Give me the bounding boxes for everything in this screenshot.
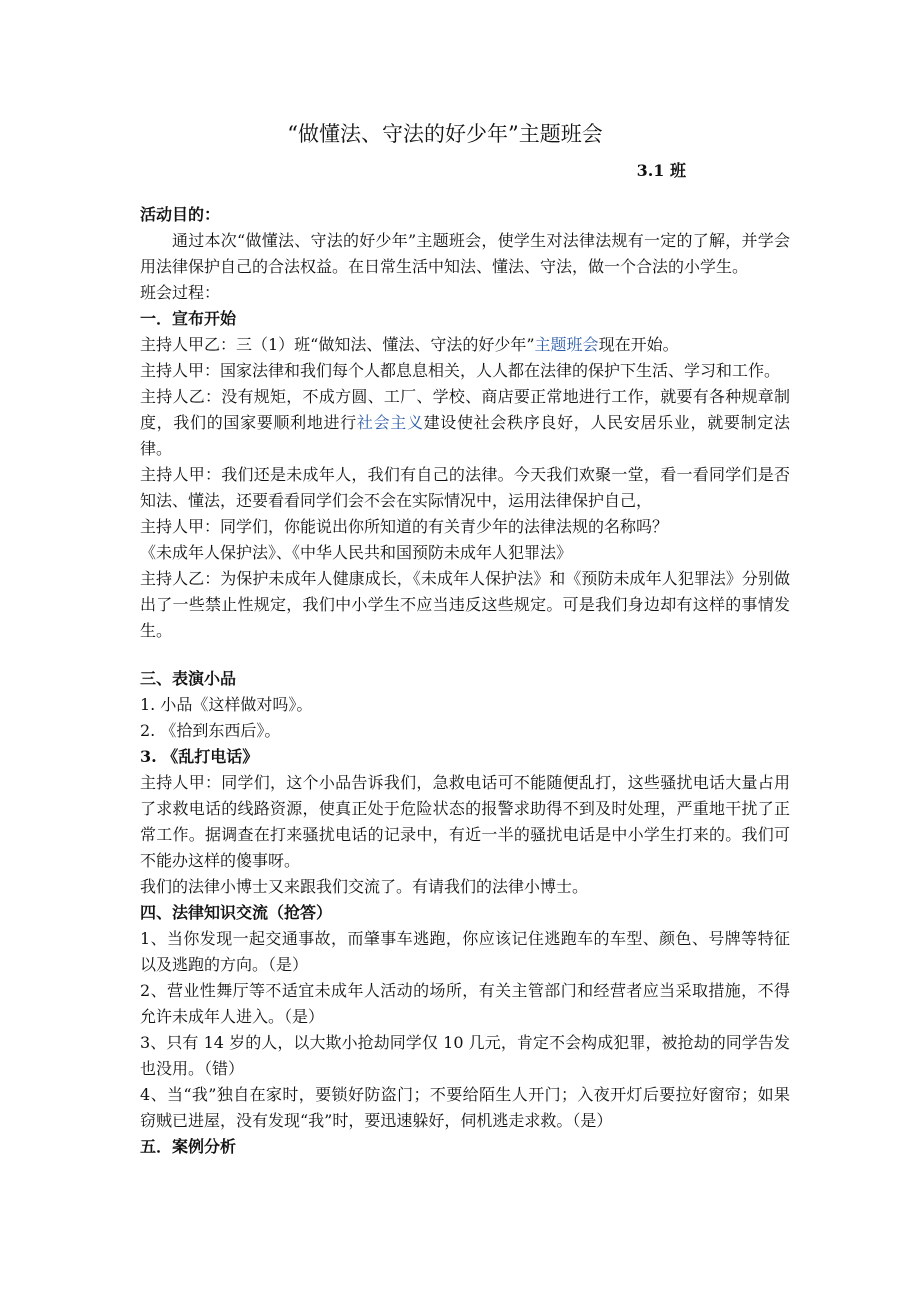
purpose-text: 通过本次“做懂法、守法的好少年”主题班会，使学生对法律法规有一定的了解，并学会用法律保护自己的合法权益。在日常生活中知法、懂法、守法，做一个合法的小学生。: [140, 231, 790, 276]
section3-paragraph-1: 主持人甲：同学们，这个小品告诉我们，急救电话可不能随便乱打，这些骚扰电话大量占用了求救电话的线路资源，使真正处于危险状态的报警求助得不到及时处理，严重地干扰了正常工作。据调查在打来骚扰电话的记录中，有近一半的骚扰电话是中小学生打来的。我们可不能办这样的傻事呀。: [140, 773, 790, 870]
section1-paragraph-2: 主持人甲：国家法律和我们每个人都息息相关，人人都在法律的保护下生活、学习和工作。: [140, 361, 781, 380]
document-page: [140, 118, 790, 1160]
section1-heading: 一．宣布开始: [140, 309, 237, 328]
section1-paragraph-5: 主持人甲：同学们，你能说出你所知道的有关青少年的法律法规的名称吗？: [140, 517, 669, 536]
section1-paragraph-4: 主持人甲：我们还是未成年人，我们有自己的法律。今天我们欢聚一堂，看一看同学们是否知法、懂法，还要看看同学们会不会在实际情况中，运用法律保护自己，: [140, 465, 790, 510]
section1-paragraph-7: 主持人乙：为保护未成年人健康成长，《未成年人保护法》和《预防未成年人犯罪法》分别做出了一些禁止性规定，我们中小学生不应当违反这些规定。可是我们身边却有这样的事情发生。: [140, 569, 790, 640]
section4-question-3: 3、只有 14 岁的人，以大欺小抢劫同学仅 10 几元，肯定不会构成犯罪，被抢劫的同学告发也没用。（错）: [140, 1033, 790, 1078]
socialism-link[interactable]: 社会主义: [356, 413, 424, 432]
paragraph-text: 现在开始。: [598, 335, 679, 354]
section5-heading: 五．案例分析: [140, 1137, 237, 1156]
spacer: [140, 184, 790, 202]
paragraph-text: 主持人甲乙：三（1）班“做知法、懂法、守法的好少年”: [140, 335, 535, 354]
section1-paragraph-6: 《未成年人保护法》、《中华人民共和国预防未成年人犯罪法》: [140, 543, 573, 562]
paragraph-text: 建设使社会秩序良好，人民安居乐业，就要制定法律。: [140, 413, 790, 458]
class-meeting-link[interactable]: 主题班会: [534, 335, 599, 354]
section4-question-4: 4、当“我”独自在家时，要锁好防盗门；不要给陌生人开门；入夜开灯后要拉好窗帘；如果窃贼已进屋，没有发现“我”时，要迅速躲好，伺机逃走求救。（是）: [140, 1085, 790, 1130]
spacer: [140, 644, 790, 666]
section4-question-1: 1、当你发现一起交通事故，而肇事车逃跑，你应该记住逃跑车的车型、颜色、号牌等特征以及逃跑的方向。（是）: [140, 929, 790, 974]
document-title: “做懂法、守法的好少年”主题班会: [287, 122, 603, 146]
section3-paragraph-2: 我们的法律小博士又来跟我们交流了。有请我们的法律小博士。: [140, 877, 589, 896]
section1-paragraph-3: [140, 384, 790, 462]
section3-item-1: 1. 小品《这样做对吗》。: [140, 695, 313, 714]
section3-heading: 三、表演小品: [140, 669, 237, 688]
section4-heading: 四、法律知识交流（抢答）: [140, 903, 333, 922]
section4-question-2: 2、营业性舞厅等不适宜未成年人活动的场所，有关主管部门和经营者应当采取措施，不得允许未成年人进入。（是）: [140, 981, 790, 1026]
section3-item-3: 3. 《乱打电话》: [140, 747, 259, 766]
paragraph-text: 主持人乙：没有规矩，不成方圆、工厂、学校、商店要正常地进行工作，就要有各种规章制度，我们的国家要顺利地进行: [140, 387, 790, 432]
purpose-heading: 活动目的：: [140, 205, 221, 224]
section1-paragraph-1: [140, 332, 790, 358]
section3-item-2: 2. 《拾到东西后》。: [140, 721, 281, 740]
class-name: 3.1 班: [636, 161, 686, 180]
process-heading: 班会过程：: [140, 283, 221, 302]
